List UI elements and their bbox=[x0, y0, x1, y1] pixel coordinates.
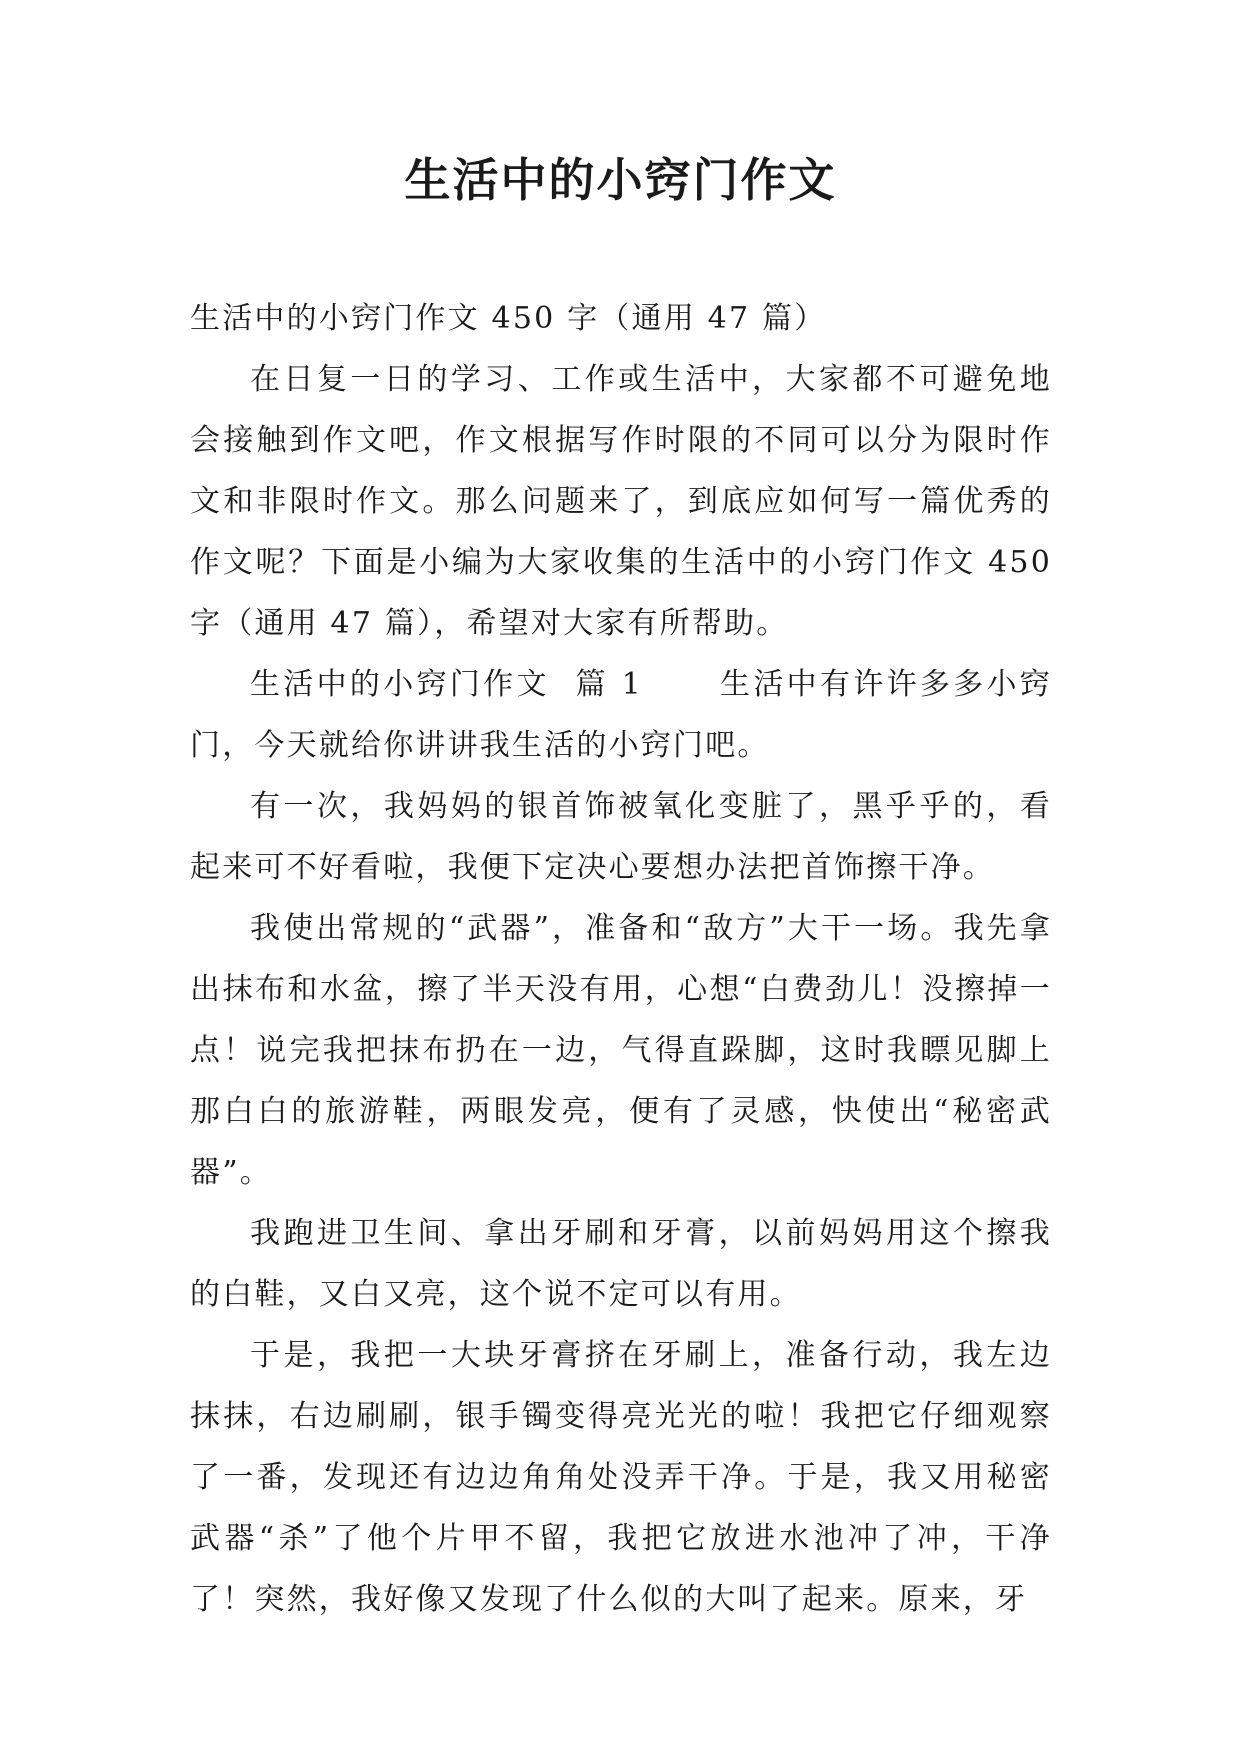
section-gap bbox=[643, 667, 720, 702]
intro-paragraph: 在日复一日的学习、工作或生活中，大家都不可避免地会接触到作文吧，作文根据写作时限的不同可以分为限时作文和非限时作文。那么问题来了，到底应如何写一篇优秀的作文呢？下面是小编为大家收集的生活中的小窍门作文 450 字（通用 47 篇），希望对大家有所帮助。 bbox=[190, 362, 1052, 641]
subtitle-line: 生活中的小窍门作文 450 字（通用 47 篇） bbox=[190, 301, 827, 336]
document-body bbox=[190, 288, 1052, 1630]
story-paragraph-3: 我跑进卫生间、拿出牙刷和牙膏，以前妈妈用这个擦我的白鞋，又白又亮，这个说不定可以有用。 bbox=[190, 1216, 1052, 1312]
section-heading: 生活中的小窍门作文 篇 1 bbox=[250, 667, 643, 702]
page-title: 生活中的小窍门作文 bbox=[404, 153, 837, 207]
section-first-text: 生活中有许许多多小窍门，今天就给你讲讲我生活的小窍门吧。 bbox=[190, 667, 1053, 763]
story-paragraph-1: 有一次，我妈妈的银首饰被氧化变脏了，黑乎乎的，看起来可不好看啦，我便下定决心要想办法把首饰擦干净。 bbox=[190, 789, 1052, 885]
story-paragraph-2: 我使出常规的“武器”，准备和“敌方”大干一场。我先拿出抹布和水盆，擦了半天没有用，心想“白费劲儿！没擦掉一点！说完我把抹布扔在一边，气得直跺脚，这时我瞟见脚上那白白的旅游鞋，两眼发亮，便有了灵感，快使出“秘密武器”。 bbox=[190, 911, 1052, 1190]
story-paragraph-4: 于是，我把一大块牙膏挤在牙刷上，准备行动，我左边抹抹，右边刷刷，银手镯变得亮光光的啦！我把它仔细观察了一番，发现还有边边角角处没弄干净。于是，我又用秘密武器“杀”了他个片甲不留，我把它放进水池冲了冲，干净了！突然，我好像又发现了什么似的大叫了起来。原来，牙 bbox=[190, 1338, 1052, 1617]
section-1-paragraph bbox=[190, 654, 1052, 776]
